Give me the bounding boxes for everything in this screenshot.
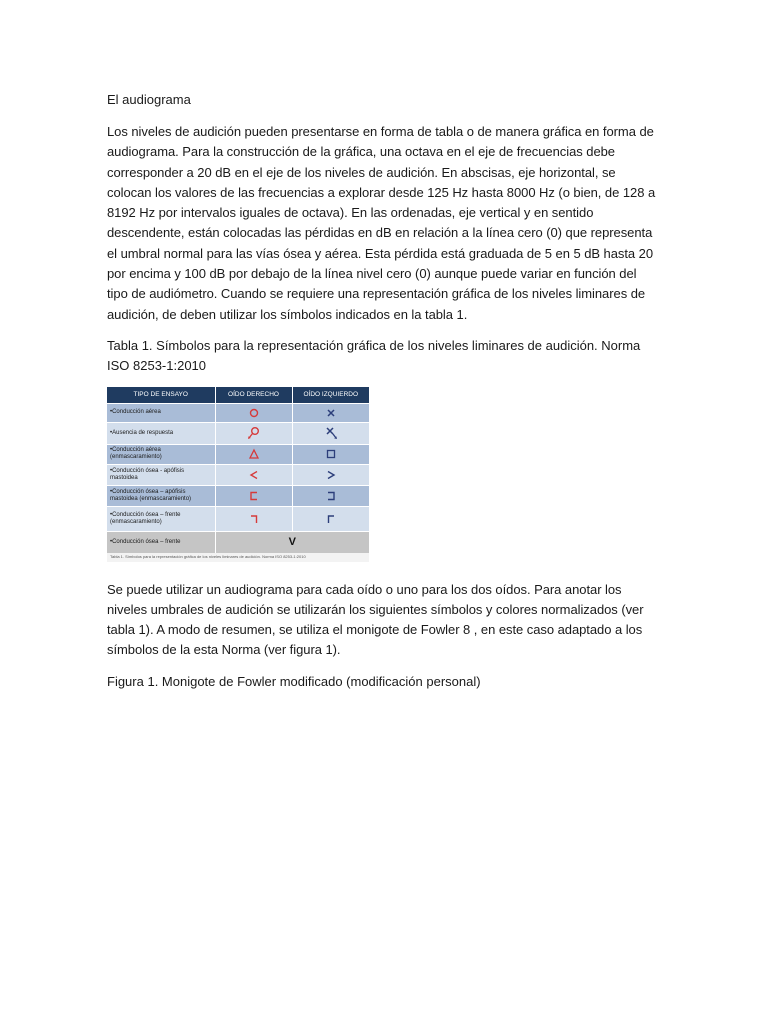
less-than-symbol-icon [248, 469, 260, 481]
paragraph-audiogram-description: Los niveles de audición pueden presentarse en forma de tabla o de manera gráfica en forma de audiograma. Para la construcción de la gráfica, una octava en el eje de frecuencias debe corresponder a 20 dB en el eje de los niveles de audición. En abscisas, eje horizontal, se colocan los valores de las frecuencias a explorar desde 125 Hz hasta 8000 Hz (o bien, de 128 a 8192 Hz por intervalos iguales de octava). En las ordenadas, eje vertical y en sentido descendente, están colocadas las pérdidas en dB en relación a la línea cero (0) que representa el umbral normal para las vías ósea y aérea. Esta pérdida está graduada de 5 en 5 dB hasta 20 por encima y 100 dB por debajo de la línea nivel cero (0) aunque puede variar en función del tipo de audiómetro. Cuando se requiere una representación gráfica de los niveles liminares de audición, de deben utilizar los símbolos indicados en la tabla 1. [107, 124, 656, 322]
right-ear-symbol-cell [215, 506, 292, 531]
test-type-cell: •Conducción aérea [107, 403, 215, 422]
greater-than-symbol-icon [325, 469, 337, 481]
right-ear-symbol-cell [215, 485, 292, 506]
cross-symbol-icon [325, 407, 337, 419]
square-symbol-icon [325, 448, 337, 460]
document-page [107, 90, 659, 702]
left-ear-symbol-cell [292, 506, 369, 531]
right-ear-symbol-cell [215, 444, 292, 464]
table-caption: Tabla 1. Símbolos para la representación gráfica de los niveles liminares de audición. Norma ISO 8253-1:2010 [107, 337, 641, 374]
left-ear-symbol-cell [292, 485, 369, 506]
right-ear-symbol-cell [215, 464, 292, 485]
test-type-cell: •Ausencia de respuesta [107, 422, 215, 444]
symbols-table-figure [107, 387, 369, 562]
symbols-table [107, 387, 369, 553]
table-row [107, 464, 369, 485]
paragraph-symbols-usage: Se puede utilizar un audiograma para cada oído o uno para los dos oídos. Para anotar los niveles umbrales de audición se utilizarán los siguientes símbolos y colores normalizados (ver tabla 1). A modo de resumen, se utiliza el monigote de Fowler 8 , en este caso adaptado a los símbolos de la esta Norma (ver figura 1). [107, 581, 644, 658]
figure-caption: Figura 1. Monigote de Fowler modificado (modificación personal) [107, 673, 481, 689]
right-ear-symbol-cell [215, 403, 292, 422]
circle-arrow-symbol-icon [247, 426, 261, 440]
both-ears-symbol-cell: V [215, 531, 369, 553]
right-corner-symbol-icon [248, 513, 260, 525]
test-type-cell: •Conducción aérea (enmascaramiento) [107, 444, 215, 464]
right-bracket-symbol-icon [325, 490, 337, 502]
left-ear-symbol-cell [292, 403, 369, 422]
right-ear-symbol-cell [215, 422, 292, 444]
left-bracket-symbol-icon [248, 490, 260, 502]
triangle-symbol-icon [248, 448, 260, 460]
test-type-cell: •Conducción ósea - apófisis mastoidea [107, 464, 215, 485]
table-footnote: Tabla 1. Símbolos para la representación gráfica de los niveles liminares de audición. Norma ISO 8253-1:2010 [107, 553, 369, 562]
table-row [107, 506, 369, 531]
test-type-cell: •Conducción ósea – frente (enmascaramiento) [107, 506, 215, 531]
header-test-type: TIPO DE ENSAYO [107, 387, 215, 404]
left-ear-symbol-cell [292, 444, 369, 464]
left-ear-symbol-cell [292, 422, 369, 444]
document-heading: El audiograma [107, 92, 191, 107]
header-right-ear: OÍDO DERECHO [215, 387, 292, 404]
left-corner-symbol-icon [325, 513, 337, 525]
circle-symbol-icon [248, 407, 260, 419]
table-row [107, 531, 369, 553]
table-row [107, 422, 369, 444]
cross-arrow-symbol-icon [324, 426, 338, 440]
table-row [107, 403, 369, 422]
table-header-row [107, 387, 369, 404]
test-type-cell: •Conducción ósea – apófisis mastoidea (enmascaramiento) [107, 485, 215, 506]
left-ear-symbol-cell [292, 464, 369, 485]
table-row [107, 485, 369, 506]
header-left-ear: OÍDO IZQUIERDO [292, 387, 369, 404]
table-row [107, 444, 369, 464]
test-type-cell: •Conducción ósea – frente [107, 531, 215, 553]
